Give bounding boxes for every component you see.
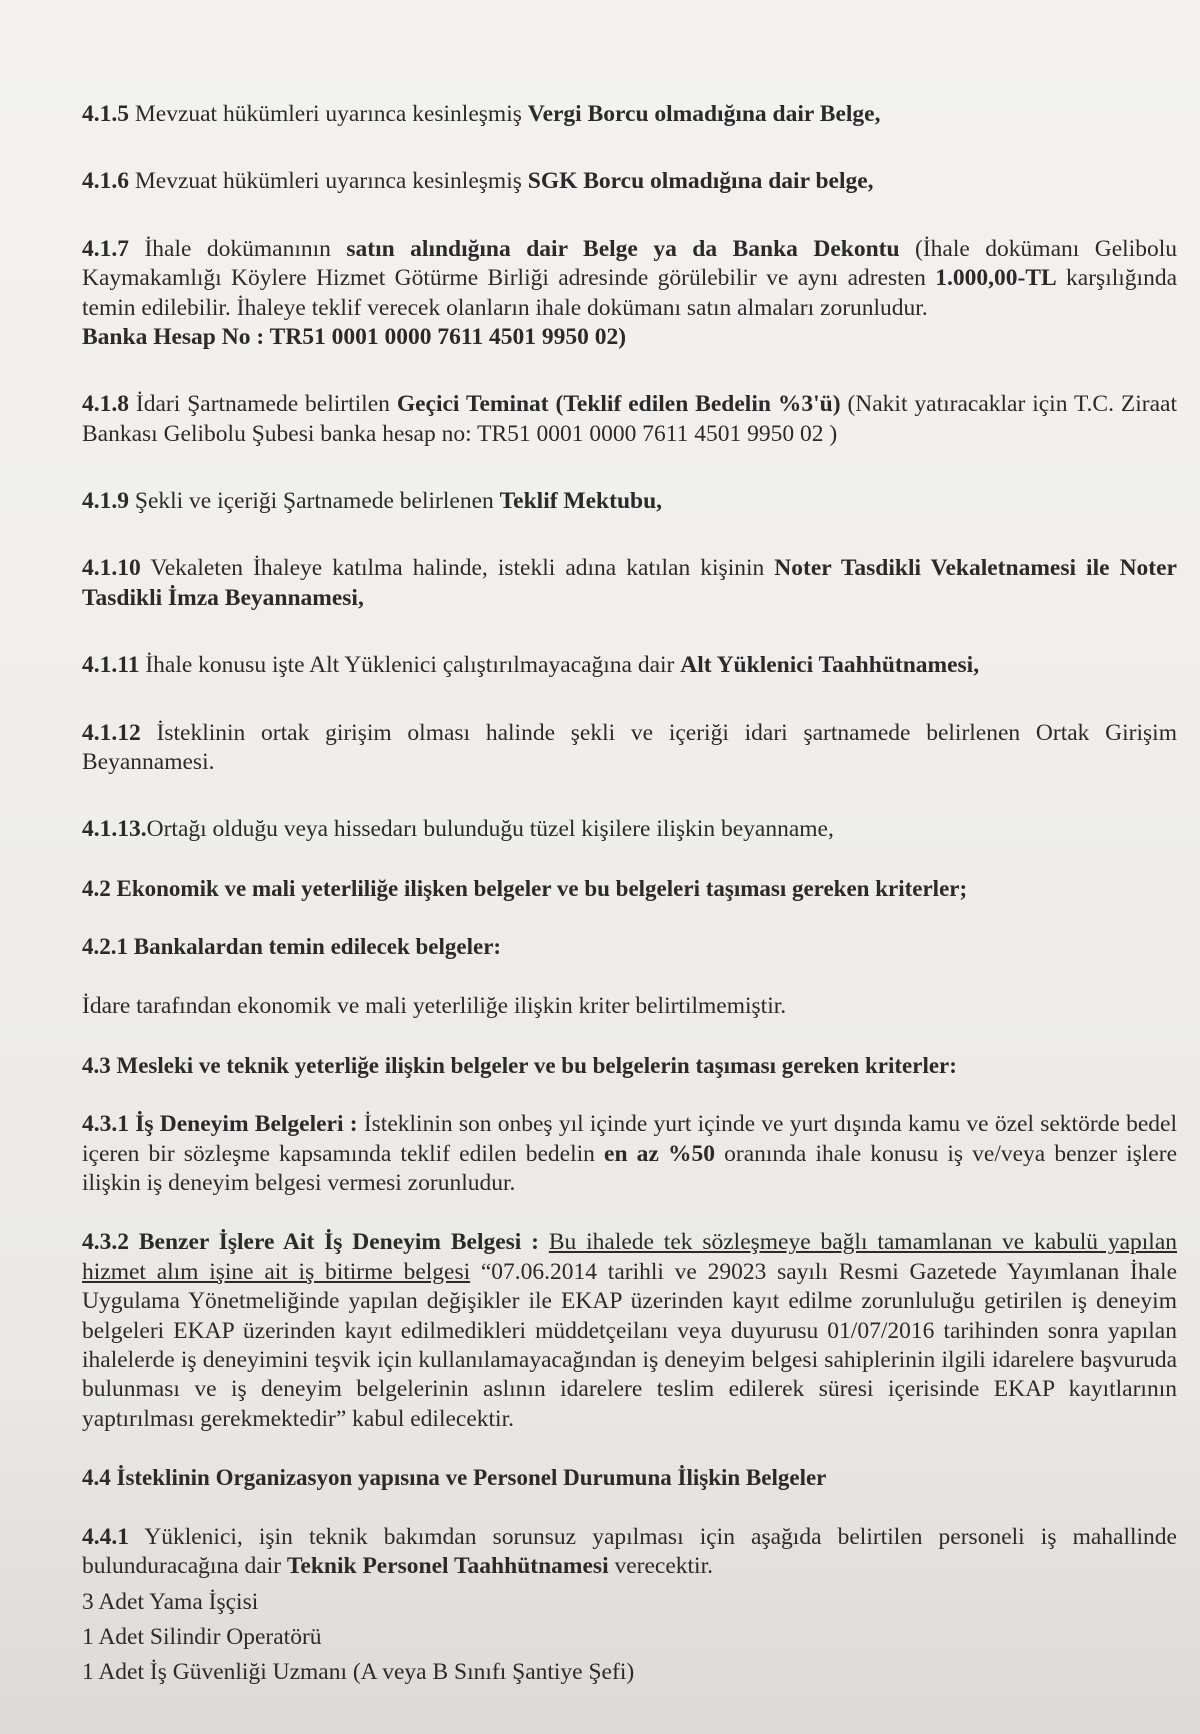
clause-bold-text: Noter Tasdikli Vekaletnamesi ile Noter Tasdikli İmza Beyannamesi,	[82, 555, 1177, 611]
clause-4-3-1	[82, 1110, 1177, 1198]
personnel-item: 3 Adet Yama İşçisi	[82, 1588, 259, 1615]
clause-4-1-12	[82, 719, 1177, 778]
clause-text: Şekli ve içeriği Şartnamede belirlenen	[129, 488, 500, 514]
personnel-item: 1 Adet İş Güvenliği Uzmanı (A veya B Sınıfı Şantiye Şefi)	[82, 1659, 635, 1686]
clause-bold-text: SGK Borcu olmadığına dair belge,	[527, 168, 874, 195]
clause-text: oranında ihale konusu iş ve/veya benzer işlere ilişkin iş deneyim belgesi vermesi zorunludur.	[82, 1140, 1177, 1196]
document-body	[82, 100, 1177, 1688]
clause-text: karşılığında temin edilebilir. İhaleye teklif verecek olanların ihale dokümanı satın almaları zorunludur.	[82, 265, 1178, 321]
clause-text: “07.06.2014 tarihli ve 29023 sayılı Resmi Gazetede Yayımlanan İhale Uygulama Yönetmeliğinde yapılan değişikler ile EKAP üzerinden kayıt edilme zorunluluğu getirilen iş deneyim belgeleri EKAP üzerinden kayıt edilmedikleri müddetçeilanı veya duyurusu 01/07/2016 tarihinden sonra yapılan ihalelerde iş deneyimini teşvik için kullanılamayacağından iş deneyim belgesi sahiplerinin ilgili idarelere başvuruda bulunması ve iş deneyim belgelerinin aslının idarelere teslim edilerek süresi içerisinde EKAP kayıtlarının yaptırılması gerekmektedir” kabul edilecektir.	[82, 1258, 1177, 1432]
clause-text: İsteklinin son onbeş yıl içinde yurt içinde ve yurt dışında kamu ve özel sektörde bedel içeren bir sözleşme kapsamında teklif edilen bedelin	[82, 1111, 1177, 1167]
clause-number: 4.1.9	[82, 488, 129, 514]
clause-text: (Nakit yatıracaklar için T.C. Ziraat Bankası Gelibolu Şubesi banka hesap no: TR51 0001 0000 7611 4501 9950 02 )	[82, 391, 1177, 447]
document-fee: 1.000,00-TL	[935, 265, 1057, 292]
clause-bold-text: Geçici Teminat (Teklif edilen Bedelin %3'ü)	[396, 391, 841, 418]
clause-bold-text: Teklif Mektubu,	[499, 488, 663, 514]
clause-text: İhale dokümanının	[129, 235, 347, 262]
section-4-3-heading: 4.3 Mesleki ve teknik yeterliğe ilişkin belgeler ve bu belgelerin taşıması gereken kriterler:	[82, 1052, 957, 1078]
clause-bold-text: Vergi Borcu olmadığına dair Belge,	[527, 101, 881, 127]
bank-account-number: Banka Hesap No : TR51 0001 0000 7611 4501 9950 02)	[82, 323, 627, 350]
clause-4-1-13	[82, 815, 1177, 844]
clause-text: Mevzuat hükümleri uyarınca kesinleşmiş	[129, 168, 528, 195]
clause-number: 4.4.1	[82, 1523, 129, 1550]
clause-bold-text: Teknik Personel Taahhütnamesi	[286, 1553, 609, 1580]
clause-text: İsteklinin ortak girişim olması halinde şekli ve içeriği idari şartnamede belirlenen Ortak Girişim Beyannamesi.	[82, 719, 1177, 775]
clause-number: 4.1.12	[82, 719, 141, 746]
clause-bold-text: Alt Yüklenici Taahhütnamesi,	[680, 652, 980, 679]
clause-bold-text: 4.3.1 İş Deneyim Belgeleri :	[82, 1111, 358, 1138]
section-4-2-1-heading: 4.2.1 Bankalardan temin edilecek belgeler:	[82, 934, 502, 960]
clause-underlined-text: Bu ihalede tek sözleşmeye bağlı tamamlanan ve kabulü yapılan hizmet alım işine ait iş bitirme belgesi	[82, 1229, 1177, 1285]
clause-number: 4.1.11	[82, 652, 140, 679]
clause-text: Mevzuat hükümleri uyarınca kesinleşmiş	[129, 101, 528, 127]
clause-4-1-8	[82, 390, 1177, 449]
clause-4-1-7	[82, 235, 1177, 353]
section-4-2-1-text: İdare tarafından ekonomik ve mali yeterliliğe ilişkin kriter belirtilmemiştir.	[82, 993, 787, 1020]
clause-number: 4.1.5	[82, 101, 129, 127]
section-4-4-heading: 4.4 İsteklinin Organizasyon yapısına ve Personel Durumuna İlişkin Belgeler	[82, 1465, 827, 1490]
clause-4-1-6	[82, 167, 1177, 196]
clause-number: 4.1.8	[82, 391, 129, 418]
clause-text: İdari Şartnamede belirtilen	[129, 391, 397, 418]
clause-text: Yüklenici, işin teknik bakımdan sorunsuz yapılması için aşağıda belirtilen personeli iş mahallinde bulunduracağına dair	[82, 1523, 1177, 1580]
clause-4-1-9	[82, 487, 1177, 516]
clause-4-4-1	[82, 1523, 1177, 1582]
clause-4-1-5	[82, 100, 1177, 129]
clause-4-3-2	[82, 1228, 1177, 1434]
minimum-percentage: en az %50	[604, 1140, 715, 1167]
clause-text: Ortağı olduğu veya hissedarı bulunduğu tüzel kişilere ilişkin beyanname,	[146, 816, 834, 843]
clause-4-1-10	[82, 554, 1177, 613]
clause-text: verecektir.	[608, 1553, 713, 1580]
clause-number: 4.1.7	[82, 235, 129, 262]
clause-bold-text: satın alındığına dair Belge ya da Banka Dekontu	[346, 235, 900, 262]
clause-number: 4.1.13.	[82, 816, 147, 843]
clause-text: Vekaleten İhaleye katılma halinde, istekli adına katılan kişinin	[140, 555, 775, 582]
clause-number: 4.1.10	[82, 555, 141, 582]
clause-bold-text: 4.3.2 Benzer İşlere Ait İş Deneyim Belgesi :	[82, 1229, 539, 1256]
section-4-2-heading: 4.2 Ekonomik ve mali yeterliliğe ilişken belgeler ve bu belgeleri taşıması gereken kriterler;	[82, 875, 968, 901]
personnel-item: 1 Adet Silindir Operatörü	[82, 1623, 322, 1650]
clause-text: İhale konusu işte Alt Yüklenici çalıştırılmayacağına dair	[139, 652, 681, 679]
clause-4-1-11	[82, 651, 1177, 680]
clause-text: (İhale dokümanı Gelibolu Kaymakamlığı Köylere Hizmet Götürme Birliği adresinde görülebilir ve aynı adresten	[82, 235, 1177, 292]
clause-number: 4.1.6	[82, 168, 129, 195]
